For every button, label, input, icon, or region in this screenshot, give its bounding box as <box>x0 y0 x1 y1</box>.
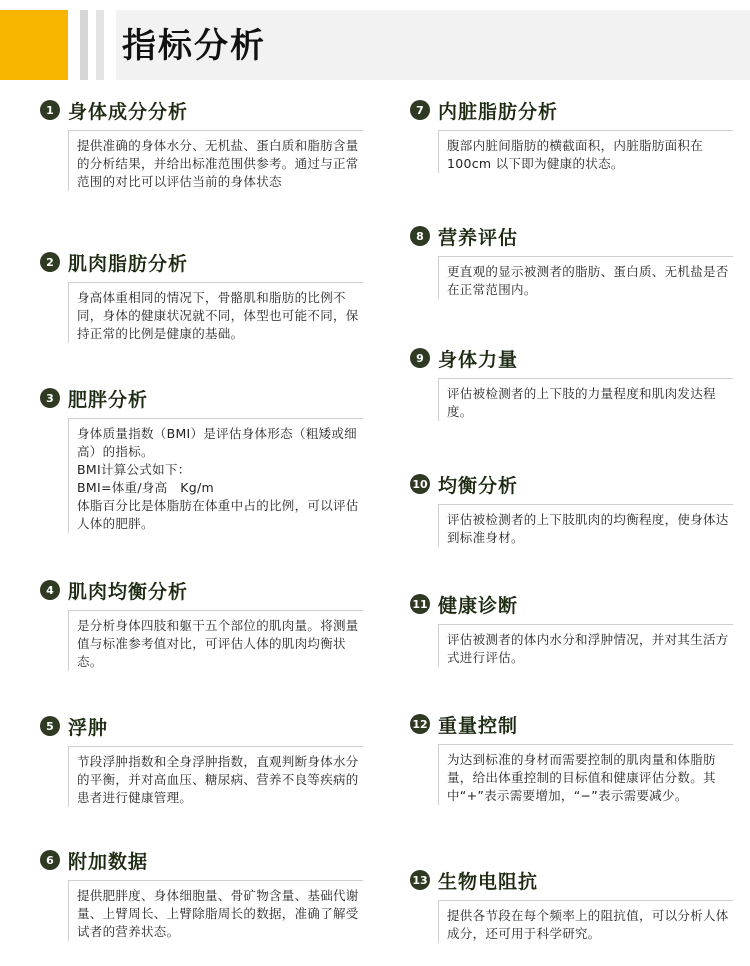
number-badge: 7 <box>410 100 430 120</box>
section-title: 营养评估 <box>438 226 519 249</box>
number-badge: 10 <box>410 474 430 494</box>
section-description: 提供各节段在每个频率上的阻抗值，可以分析人体成分，还可用于科学研究。 <box>438 900 733 943</box>
section-weight-control <box>410 712 740 805</box>
section-title: 附加数据 <box>68 850 149 873</box>
section-additional-data <box>40 848 370 941</box>
section-title: 重量控制 <box>438 714 519 737</box>
section-body-composition <box>40 98 370 191</box>
number-badge: 4 <box>40 580 60 600</box>
number-badge: 11 <box>410 594 430 614</box>
section-title: 肌肉均衡分析 <box>68 580 189 603</box>
section-description: 是分析身体四肢和躯干五个部位的肌肉量。将测量值与标准参考值对比，可评估人体的肌肉均衡状态。 <box>68 610 363 671</box>
number-badge: 13 <box>410 870 430 890</box>
section-title: 健康诊断 <box>438 594 519 617</box>
number-badge: 1 <box>40 100 60 120</box>
section-description: 为达到标准的身材而需要控制的肌肉量和体脂肪量，给出体重控制的目标值和健康评估分数。其中“+”表示需要增加，“−”表示需要减少。 <box>438 744 733 805</box>
number-badge: 9 <box>410 348 430 368</box>
section-title: 生物电阻抗 <box>438 870 539 893</box>
section-bioimpedance <box>410 868 740 943</box>
section-description: 节段浮肿指数和全身浮肿指数，直观判断身体水分的平衡，并对高血压、糖尿病、营养不良等疾病的患者进行健康管理。 <box>68 746 363 807</box>
section-nutrition <box>410 224 740 299</box>
section-title: 身体力量 <box>438 348 519 371</box>
section-health-diagnosis <box>410 592 740 667</box>
number-badge: 6 <box>40 850 60 870</box>
section-title: 浮肿 <box>68 716 109 739</box>
header-accent-block <box>0 10 68 80</box>
section-description: 评估被检测者的上下肢肌肉的均衡程度，使身体达到标准身材。 <box>438 504 733 547</box>
section-description: 身高体重相同的情况下，骨骼肌和脂肪的比例不同，身体的健康状况就不同，体型也可能不同，保持正常的比例是健康的基础。 <box>68 282 363 343</box>
number-badge: 3 <box>40 388 60 408</box>
section-muscle-balance <box>40 578 370 671</box>
header-divider-bar <box>96 10 104 80</box>
page-title: 指标分析 <box>122 26 266 66</box>
section-obesity <box>40 386 370 533</box>
section-muscle-fat <box>40 250 370 343</box>
section-description: 身体质量指数（BMI）是评估身体形态（粗矮或细高）的指标。 BMI计算公式如下： BMI=体重/身高 Kg/m 体脂百分比是体脂肪在体重中占的比例，可以评估人体的肥胖。 <box>68 418 363 533</box>
section-description: 评估被测者的体内水分和浮肿情况，并对其生活方式进行评估。 <box>438 624 733 667</box>
section-description: 评估被检测者的上下肢的力量程度和肌肉发达程度。 <box>438 378 733 421</box>
section-title: 内脏脂肪分析 <box>438 100 559 123</box>
section-body-strength <box>410 346 740 421</box>
number-badge: 2 <box>40 252 60 272</box>
section-title: 均衡分析 <box>438 474 519 497</box>
section-balance <box>410 472 740 547</box>
section-title: 肌肉脂肪分析 <box>68 252 189 275</box>
section-description: 腹部内脏间脂肪的横截面积，内脏脂肪面积在100cm 以下即为健康的状态。 <box>438 130 733 173</box>
section-description: 提供肥胖度、身体细胞量、骨矿物含量、基础代谢量、上臂周长、上臂除脂周长的数据，准确了解受试者的营养状态。 <box>68 880 363 941</box>
number-badge: 5 <box>40 716 60 736</box>
header-divider-bar <box>80 10 88 80</box>
number-badge: 12 <box>410 714 430 734</box>
section-description: 更直观的显示被测者的脂肪、蛋白质、无机盐是否在正常范围内。 <box>438 256 733 299</box>
section-description: 提供准确的身体水分、无机盐、蛋白质和脂肪含量的分析结果，并给出标准范围供参考。通过与正常范围的对比可以评估当前的身体状态 <box>68 130 363 191</box>
section-visceral-fat <box>410 98 740 173</box>
section-title: 身体成分分析 <box>68 100 189 123</box>
number-badge: 8 <box>410 226 430 246</box>
section-title: 肥胖分析 <box>68 388 149 411</box>
section-edema <box>40 714 370 807</box>
